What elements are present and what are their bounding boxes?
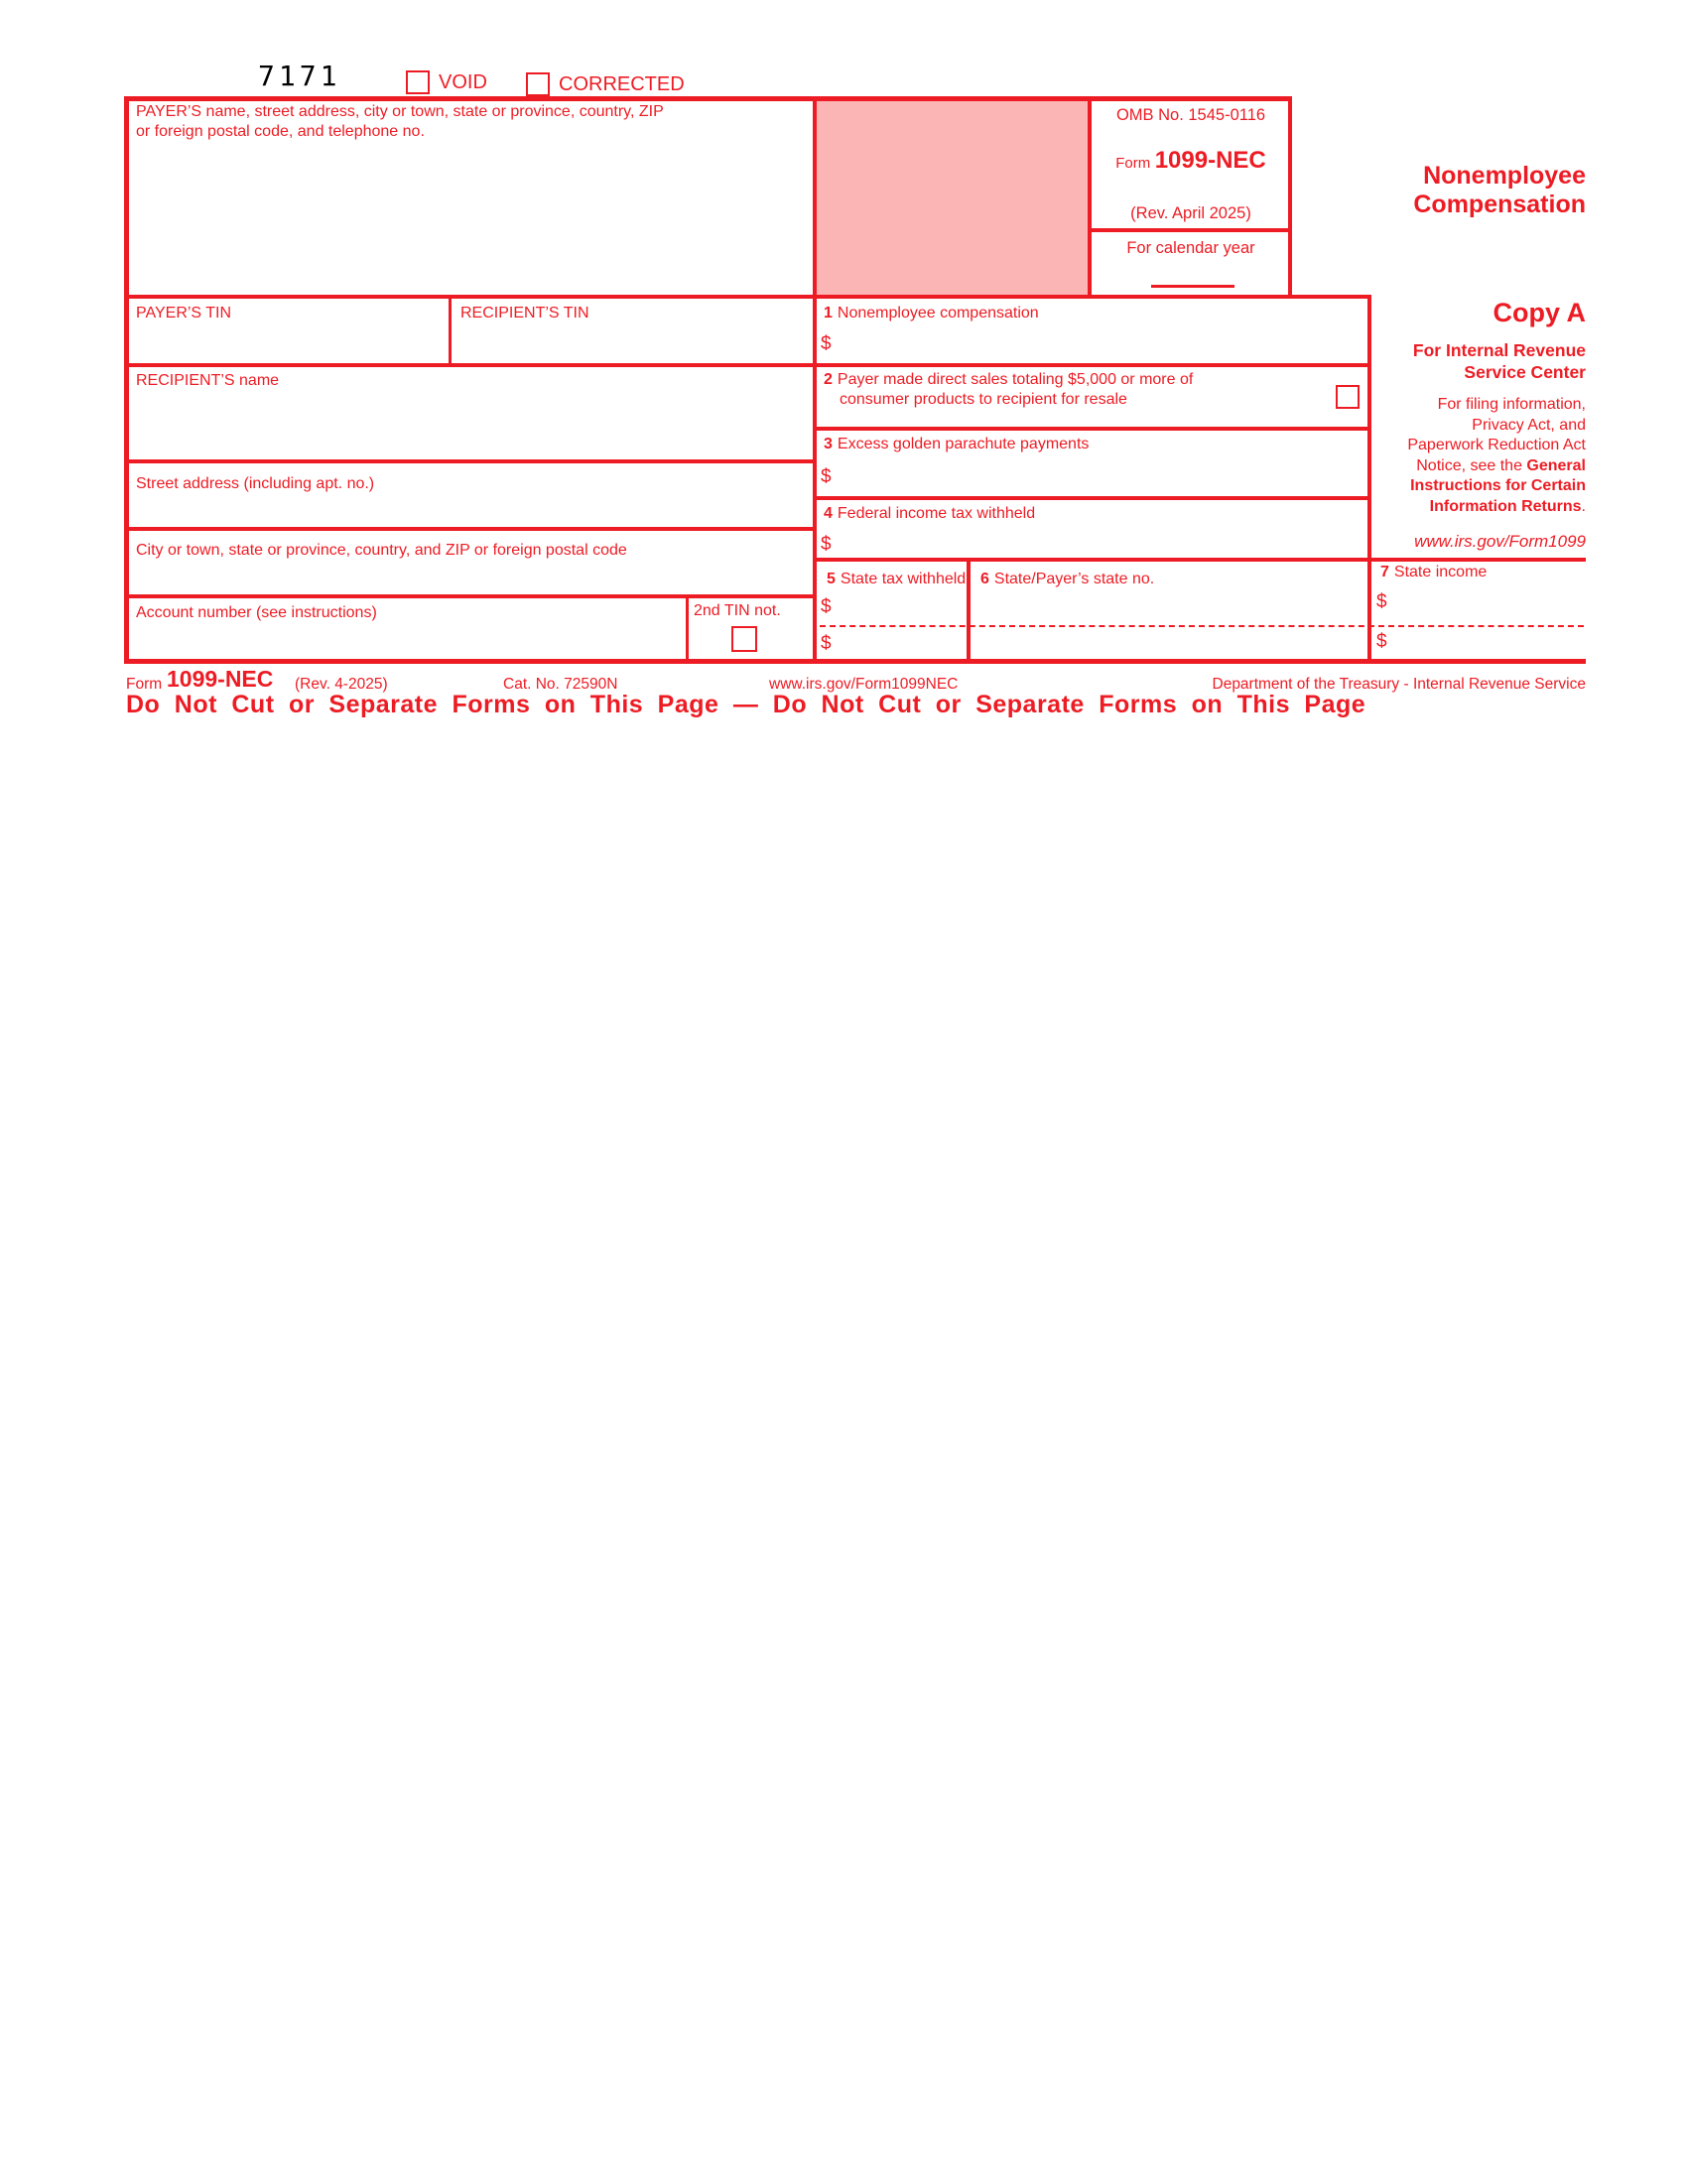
payer-info-field[interactable] [131,144,811,291]
form-number: 1099-NEC [1154,147,1266,174]
note-line6-bold: Information Returns [1429,497,1582,515]
note-line4-pre: Notice, see the [1416,456,1527,474]
box6-number: 6 [980,571,989,587]
box7-text: State income [1393,564,1488,580]
border-right-column [1367,295,1371,664]
corrected-label: CORRECTED [559,73,685,95]
recipient-tin-label: RECIPIENT’S TIN [460,305,589,321]
copy-a-dest-line2: Service Center [1464,361,1586,382]
recipient-name-field[interactable] [131,395,811,456]
do-not-cut-notice: Do Not Cut or Separate Forms on This Page — Do Not Cut or Separate Forms on This Page [126,691,1366,718]
box5-text: State tax withheld [840,571,967,587]
border-box3-bottom [815,496,1371,500]
street-address-label: Street address (including apt. no.) [136,475,375,492]
footer-revision: (Rev. 4-2025) [295,676,388,693]
box7-amount-2-field[interactable] [1397,631,1581,657]
form-title-line2: Compensation [1413,191,1586,218]
city-label: City or town, state or province, country, and ZIP or foreign postal code [136,542,627,559]
amount-dashed-separator [820,625,1584,627]
void-checkbox[interactable] [406,70,430,94]
account-number-field[interactable] [131,627,682,657]
border-city-bottom [124,594,817,598]
recipient-name-label: RECIPIENT’S name [136,372,280,389]
payer-tin-field[interactable] [131,325,447,361]
box3-number: 3 [824,436,833,452]
border-pink-omb-divider [1088,96,1092,299]
box7-dollar-sign-2: $ [1376,631,1387,652]
second-tin-checkbox[interactable] [731,626,757,652]
form-print-code: 7171 [258,60,341,92]
border-box5-box6-divider [967,558,971,664]
irs-form1099-link[interactable]: www.irs.gov/Form1099 [1414,532,1586,551]
box7-number: 7 [1380,564,1389,580]
box2-text-line2: consumer products to recipient for resale [840,390,1127,408]
copy-a-destination [1373,340,1586,383]
border-recipient-name-bottom [124,459,817,463]
note-line4 [1373,456,1586,477]
account-number-label: Account number (see instructions) [136,604,377,621]
void-label: VOID [439,71,487,93]
box2-checkbox[interactable] [1336,385,1360,409]
footer-form-number: 1099-NEC [167,666,274,692]
box4-dollar-sign: $ [821,534,832,555]
border-box2-bottom [815,427,1371,431]
border-left [124,96,129,664]
box2-label [824,370,1193,409]
omb-number: OMB No. 1545-0116 [1115,106,1266,124]
street-address-field[interactable] [131,496,811,526]
payer-info-line2: or foreign postal code, and telephone no. [136,122,425,140]
footer-department: Department of the Treasury - Internal Revenue Service [1212,676,1586,693]
box7-amount-1-field[interactable] [1397,590,1581,618]
shaded-entry-area [817,99,1090,297]
border-tin-divider [449,295,452,367]
calendar-year-blank-line [1151,285,1234,288]
copy-a-dest-line1: For Internal Revenue [1412,340,1586,360]
box1-dollar-sign: $ [821,333,832,354]
border-omb-calendar [1088,228,1292,232]
box3-text: Excess golden parachute payments [837,436,1090,452]
footer-form-word: Form [126,676,163,693]
box2-number: 2 [824,371,833,388]
box4-label [824,504,1035,524]
note-line5-bold: Instructions for Certain [1410,477,1586,494]
border-row-tin-bottom [124,363,1371,367]
footer-catalog-number: Cat. No. 72590N [503,676,618,693]
calendar-year-label: For calendar year [1126,239,1255,257]
note-line2: Privacy Act, and [1472,416,1586,434]
calendar-year-field[interactable] [1149,256,1236,284]
second-tin-label: 2nd TIN not. [694,602,781,619]
payer-info-label [136,102,664,141]
form-title-line1: Nonemployee [1423,162,1586,190]
box6-state-no-1-field[interactable] [977,595,1364,622]
note-line4-bold: General [1526,456,1586,474]
box6-state-no-2-field[interactable] [977,632,1364,657]
box5-label [827,570,966,589]
footer-irs-url[interactable]: www.irs.gov/Form1099NEC [769,676,959,693]
box2-text-line1: Payer made direct sales totaling $5,000 or more of [837,371,1194,388]
copy-a-title: Copy A [1492,298,1586,327]
note-line5 [1373,476,1586,497]
form-revision: (Rev. April 2025) [1130,204,1251,222]
box7-dollar-sign-1: $ [1376,591,1387,612]
payer-tin-label: PAYER’S TIN [136,305,232,321]
box4-amount-field[interactable] [842,532,1363,560]
box5-number: 5 [827,571,836,587]
copy-a-block [1373,298,1586,552]
city-field[interactable] [131,563,811,592]
box1-number: 1 [824,305,833,321]
note-line6 [1373,497,1586,518]
form-word: Form [1115,155,1151,172]
box5-dollar-sign-2: $ [821,633,832,654]
box6-text: State/Payer’s state no. [993,571,1155,587]
border-street-bottom [124,527,817,531]
box3-dollar-sign: $ [821,466,832,487]
note-line6-post: . [1581,497,1586,515]
box7-label [1380,563,1487,582]
box1-text: Nonemployee compensation [837,305,1039,321]
border-account-divider [686,594,689,664]
box1-amount-field[interactable] [842,331,1363,361]
note-line1: For filing information, [1437,396,1586,413]
payer-info-line1: PAYER’S name, street address, city or town, state or province, country, ZIP [136,103,664,120]
copy-a-note [1373,395,1586,517]
box4-number: 4 [824,505,833,522]
box6-label [980,570,1154,589]
corrected-checkbox[interactable] [526,72,550,96]
recipient-tin-field[interactable] [454,325,810,361]
form-number-block [1090,147,1292,175]
note-line3: Paperwork Reduction Act [1407,437,1586,453]
box5-amount-1-field[interactable] [842,595,963,622]
box3-amount-field[interactable] [842,464,1363,494]
box1-label [824,304,1039,323]
border-mid-column [813,96,817,664]
border-row-payer-bottom [124,295,1371,299]
box5-amount-2-field[interactable] [842,632,963,657]
box4-text: Federal income tax withheld [837,505,1036,522]
form-title [1290,162,1586,219]
box5-dollar-sign-1: $ [821,596,832,617]
box3-label [824,435,1089,454]
border-top [124,96,1292,101]
